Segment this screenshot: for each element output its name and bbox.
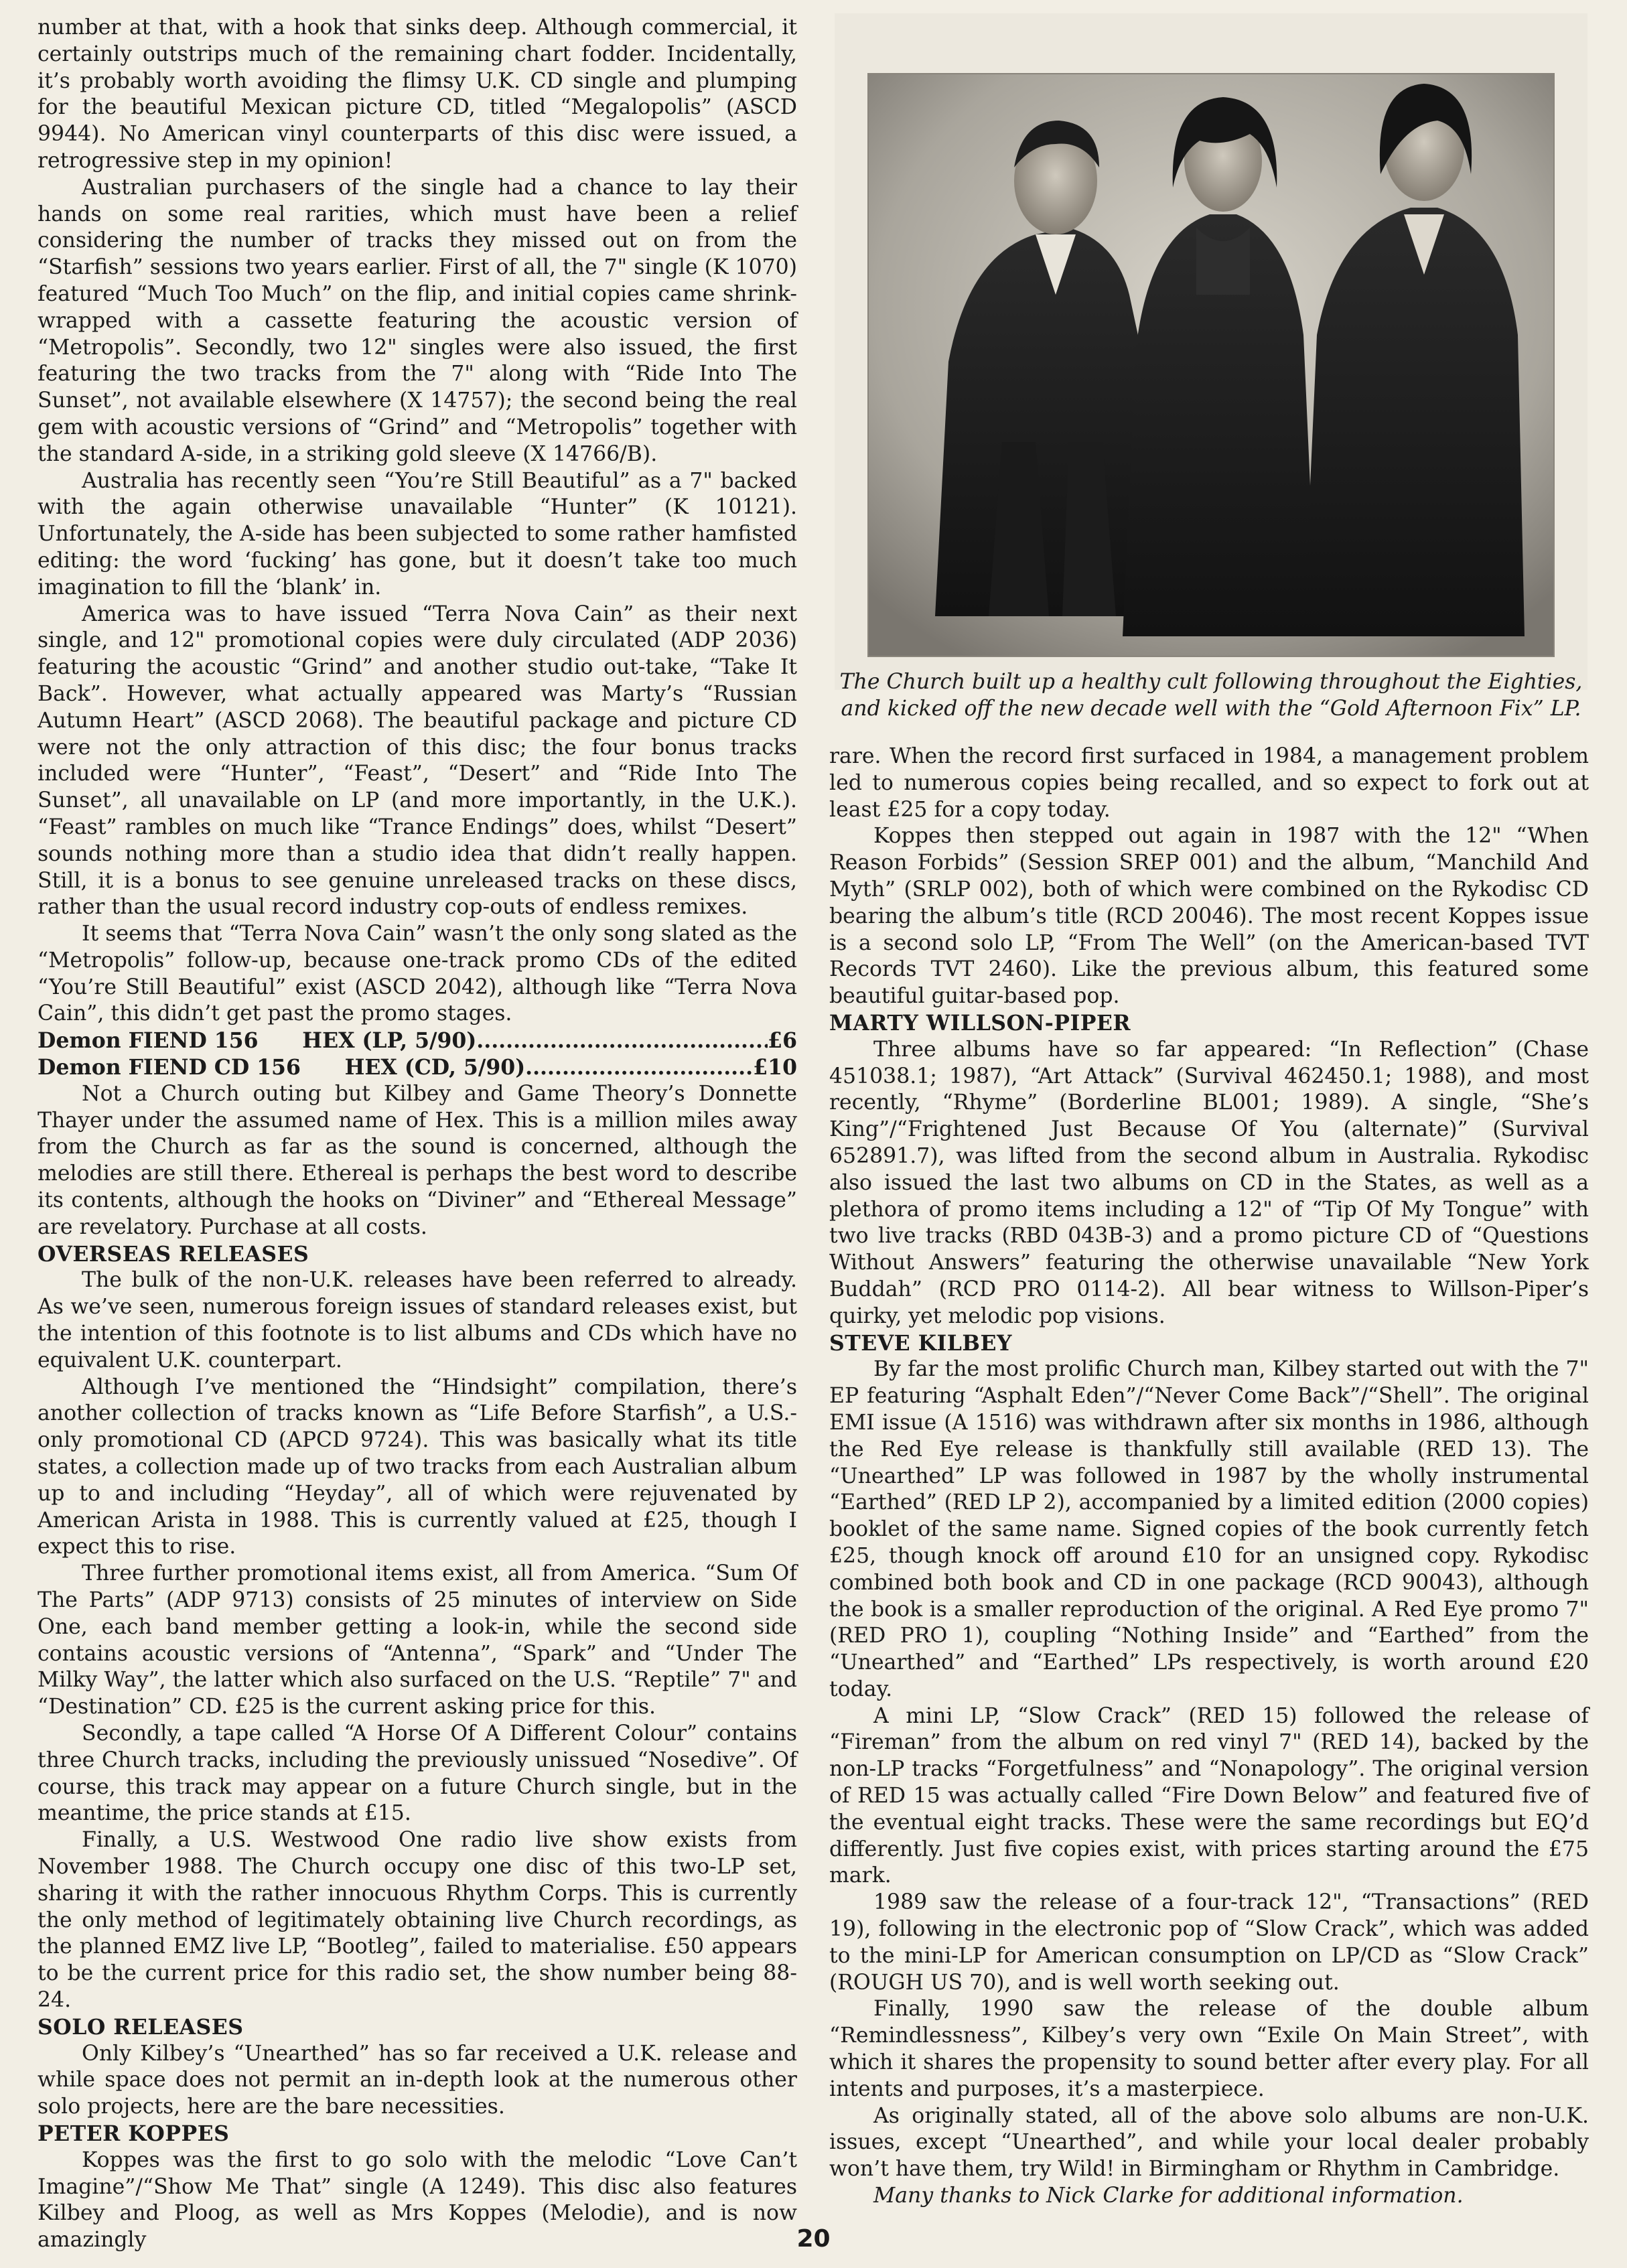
paragraph: A mini LP, “Slow Crack” (RED 15) followed the release of “Fireman” from the album on red vinyl 7" (RED 14), backed by the non-LP tracks “Forgetfulness” and “Nonapology”. The original version of RED 15 was actually called “Fire Down Below” and featured five of the eventual eight tracks. These were the same recordings but EQ’d differently. Just five copies exist, with prices starting around the £75 mark.	[829, 1703, 1589, 1888]
paragraph: Australia has recently seen “You’re Still Beautiful” as a 7" backed with the again otherwise unavailable “Hunter” (K 10121). Unfortunately, the A-side has been subjected to some rather hamfisted editing: the word ‘fucking’ has gone, but it doesn’t take too much imagination to fill the ‘blank’ in.	[38, 468, 797, 599]
left-column	[38, 15, 797, 2254]
paragraph: As originally stated, all of the above solo albums are non-U.K. issues, except “Unearthed”, and while your local dealer probably won’t have them, try Wild! in Birmingham or Rhythm in Cambridge.	[829, 2103, 1589, 2182]
paragraph: Three further promotional items exist, all from America. “Sum Of The Parts” (ADP 9713) consists of 25 minutes of interview on Side One, each band member getting a look-in, while the second side contains acoustic versions of “Antenna”, “Spark” and “Under The Milky Way”, the latter which also surfaced on the U.S. “Reptile” 7" and “Destination” CD. £25 is the current asking price for this.	[38, 1561, 797, 1719]
discography-label: Demon FIEND 156 HEX (LP, 5/90)	[38, 1028, 477, 1054]
paragraph: Not a Church outing but Kilbey and Game Theory’s Donnette Thayer under the assumed name of Hex. This is a million miles away from the Church as far as the sound is concerned, although the melodies are still there. Ethereal is perhaps the best word to describe its contents, although the hooks on “Diviner” and “Ethereal Message” are revelatory. Purchase at all costs.	[38, 1081, 797, 1239]
page-number: 20	[796, 2225, 831, 2253]
paragraph: number at that, with a hook that sinks deep. Although commercial, it certainly outstrips much of the remaining chart fodder. Incidentally, it’s probably worth avoiding the flimsy U.K. CD single and plumping for the beautiful Mexican picture CD, titled “Megalopolis” (ASCD 9944). No American vinyl counterparts of this disc were issued, a retrogressive step in my opinion!	[38, 15, 797, 173]
section-heading-marty: MARTY WILLSON-PIPER	[829, 1010, 1131, 1036]
paragraph: Only Kilbey’s “Unearthed” has so far received a U.K. release and while space does not permit an in-depth look at the numerous other solo projects, here are the bare necessities.	[38, 2041, 797, 2119]
paragraph: 1989 saw the release of a four-track 12", “Transactions” (RED 19), following in the electronic pop of “Slow Crack”, which was added to the mini-LP for American consumption on LP/CD as “Slow Crack” (ROUGH US 70), and is well worth seeking out.	[829, 1890, 1589, 1995]
section-heading-overseas: OVERSEAS RELEASES	[38, 1241, 309, 1267]
paragraph: By far the most prolific Church man, Kilbey started out with the 7" EP featuring “Asphalt Eden”/“Never Come Back”/“Shell”. The original EMI issue (A 1516) was withdrawn after six months in 1986, although the Red Eye release is thankfully still available (RED 13). The “Unearthed” LP was followed in 1987 by the wholly instrumental “Earthed” (RED LP 2), accompanied by a limited edition (2000 copies) booklet of the same name. Signed copies of the book currently fetch £25, though knock off around £10 for an unsigned copy. Rykodisc combined both book and CD in one package (RCD 90043), although the book is a smaller reproduction of the original. A Red Eye promo 7" (RED PRO 1), coupling “Nothing Inside” and “Earthed” from the “Unearthed” and “Earthed” LPs respectively, is worth around £20 today.	[829, 1357, 1589, 1701]
discography-price: £6	[768, 1028, 797, 1054]
acknowledgement: Many thanks to Nick Clarke for additional information.	[873, 2184, 1464, 2208]
section-heading-steve: STEVE KILBEY	[829, 1330, 1012, 1356]
paragraph: rare. When the record first surfaced in 1984, a management problem led to numerous copies being recalled, and so expect to fork out at least £25 for a copy today.	[829, 744, 1589, 822]
paragraph: America was to have issued “Terra Nova Cain” as their next single, and 12" promotional copies were duly circulated (ADP 2036) featuring the acoustic “Grind” and another studio out-take, “Take It Back”. However, what actually appeared was Marty’s “Russian Autumn Heart” (ASCD 2068). The beautiful package and picture CD were not the only attraction of this disc; the four bonus tracks included were “Hunter”, “Feast”, “Desert” and “Ride Into The Sunset”, all unavailable on LP (and more importantly, in the U.K.). “Feast” rambles on much like “Trance Endings” does, whilst “Desert” sounds nothing more than a studio idea that didn’t really happen. Still, it is a bonus to see genuine unreleased tracks on these discs, rather than the usual record industry cop-outs of endless remixes.	[38, 601, 797, 920]
discography-price: £10	[753, 1055, 797, 1080]
band-photo	[835, 13, 1587, 690]
paragraph: Australian purchasers of the single had a chance to lay their hands on some real rarities, which must have been a relief considering the number of tracks they missed out on from the “Starfish” sessions two years earlier. First of all, the 7" single (K 1070) featured “Much Too Much” on the flip, and initial copies came shrink-wrapped with a cassette featuring the acoustic version of “Metropolis”. Secondly, two 12" singles were also issued, the first featuring the two tracks from the 7" along with “Ride Into The Sunset”, not available elsewhere (X 14757); the second being the real gem with acoustic versions of “Grind” and “Metropolis” together with the standard A-side, in a striking gold sleeve (X 14766/B).	[38, 175, 797, 466]
paragraph: Koppes then stepped out again in 1987 with the 12" “When Reason Forbids” (Session SREP 001) and the album, “Manchild And Myth” (SRLP 002), both of which were combined on the Rykodisc CD bearing the album’s title (RCD 20046). The most recent Koppes issue is a second solo LP, “From The Well” (on the American-based TVT Records TVT 2460). Like the previous album, this featured some beautiful guitar-based pop.	[829, 824, 1589, 1009]
discography-entry	[38, 1027, 797, 1054]
leader-dots	[525, 1054, 753, 1081]
discography-entry	[38, 1054, 797, 1081]
paragraph: Koppes was the first to go solo with the melodic “Love Can’t Imagine”/“Show Me That” single (A 1249). This disc also features Kilbey and Ploog, as well as Mrs Koppes (Melodie), and is now amazingly	[38, 2147, 797, 2253]
paragraph: The bulk of the non-U.K. releases have been referred to already. As we’ve seen, numerous foreign issues of standard releases exist, but the intention of this footnote is to list albums and CDs which have no equivalent U.K. counterpart.	[38, 1268, 797, 1372]
paragraph: Finally, 1990 saw the release of the double album “Remindlessness”, Kilbey’s very own “Exile On Main Street”, with which it shares the propensity to sound better after every play. For all intents and purposes, it’s a masterpiece.	[829, 1997, 1589, 2101]
right-column	[829, 743, 1589, 2210]
paragraph: Finally, a U.S. Westwood One radio live show exists from November 1988. The Church occupy one disc of this two-LP set, sharing it with the rather innocuous Rhythm Corps. This is currently the only method of legitimately obtaining live Church recordings, as the planned EMZ live LP, “Bootleg”, failed to materialise. £50 appears to be the current price for this radio set, the show number being 88-24.	[38, 1828, 797, 2012]
discography-label: Demon FIEND CD 156 HEX (CD, 5/90)	[38, 1055, 526, 1080]
leader-dots	[476, 1027, 768, 1054]
paragraph: It seems that “Terra Nova Cain” wasn’t the only song slated as the “Metropolis” follow-up, because one-track promo CDs of the edited “You’re Still Beautiful” exist (ASCD 2042), although like “Terra Nova Cain”, this didn’t get past the promo stages.	[38, 922, 797, 1026]
paragraph: Although I’ve mentioned the “Hindsight” compilation, there’s another collection of tracks known as “Life Before Starfish”, a U.S.-only promotional CD (APCD 9724). This was basically what its title states, a collection made up of two tracks from each Australian album up to and including “Heyday”, all of which were rejuvenated by American Arista in 1988. This is currently valued at £25, though I expect this to rise.	[38, 1374, 797, 1559]
paragraph: Secondly, a tape called “A Horse Of A Different Colour” contains three Church tracks, including the previously unissued “Nosedive”. Of course, this track may appear on a future Church single, but in the meantime, the price stands at £15.	[38, 1721, 797, 1826]
section-heading-solo: SOLO RELEASES	[38, 2014, 244, 2040]
band-photo-image	[835, 13, 1587, 690]
section-heading-koppes: PETER KOPPES	[38, 2121, 230, 2146]
photo-caption: The Church built up a healthy cult following throughout the Eighties, and kicked off the new decade well with the “Gold Afternoon Fix” LP.	[839, 670, 1583, 721]
paragraph: Three albums have so far appeared: “In Reflection” (Chase 451038.1; 1987), “Art Attack” (Survival 462450.1; 1988), and most recently, “Rhyme” (Borderline BL001; 1989). A single, “She’s King”/“Frightened Just Because Of You (alternate)” (Survival 652891.7), was lifted from the second album in Australia. Rykodisc also issued the last two albums on CD in the States, as well as a plethora of promo items including a 12" of “Tip Of My Tongue” with two live tracks (RBD 043B-3) and a promo picture CD of “Questions Without Answers” featuring the otherwise unavailable “New York Buddah” (RCD PRO 0114-2). All bear witness to Willson-Piper’s quirky, yet melodic pop visions.	[829, 1037, 1589, 1328]
